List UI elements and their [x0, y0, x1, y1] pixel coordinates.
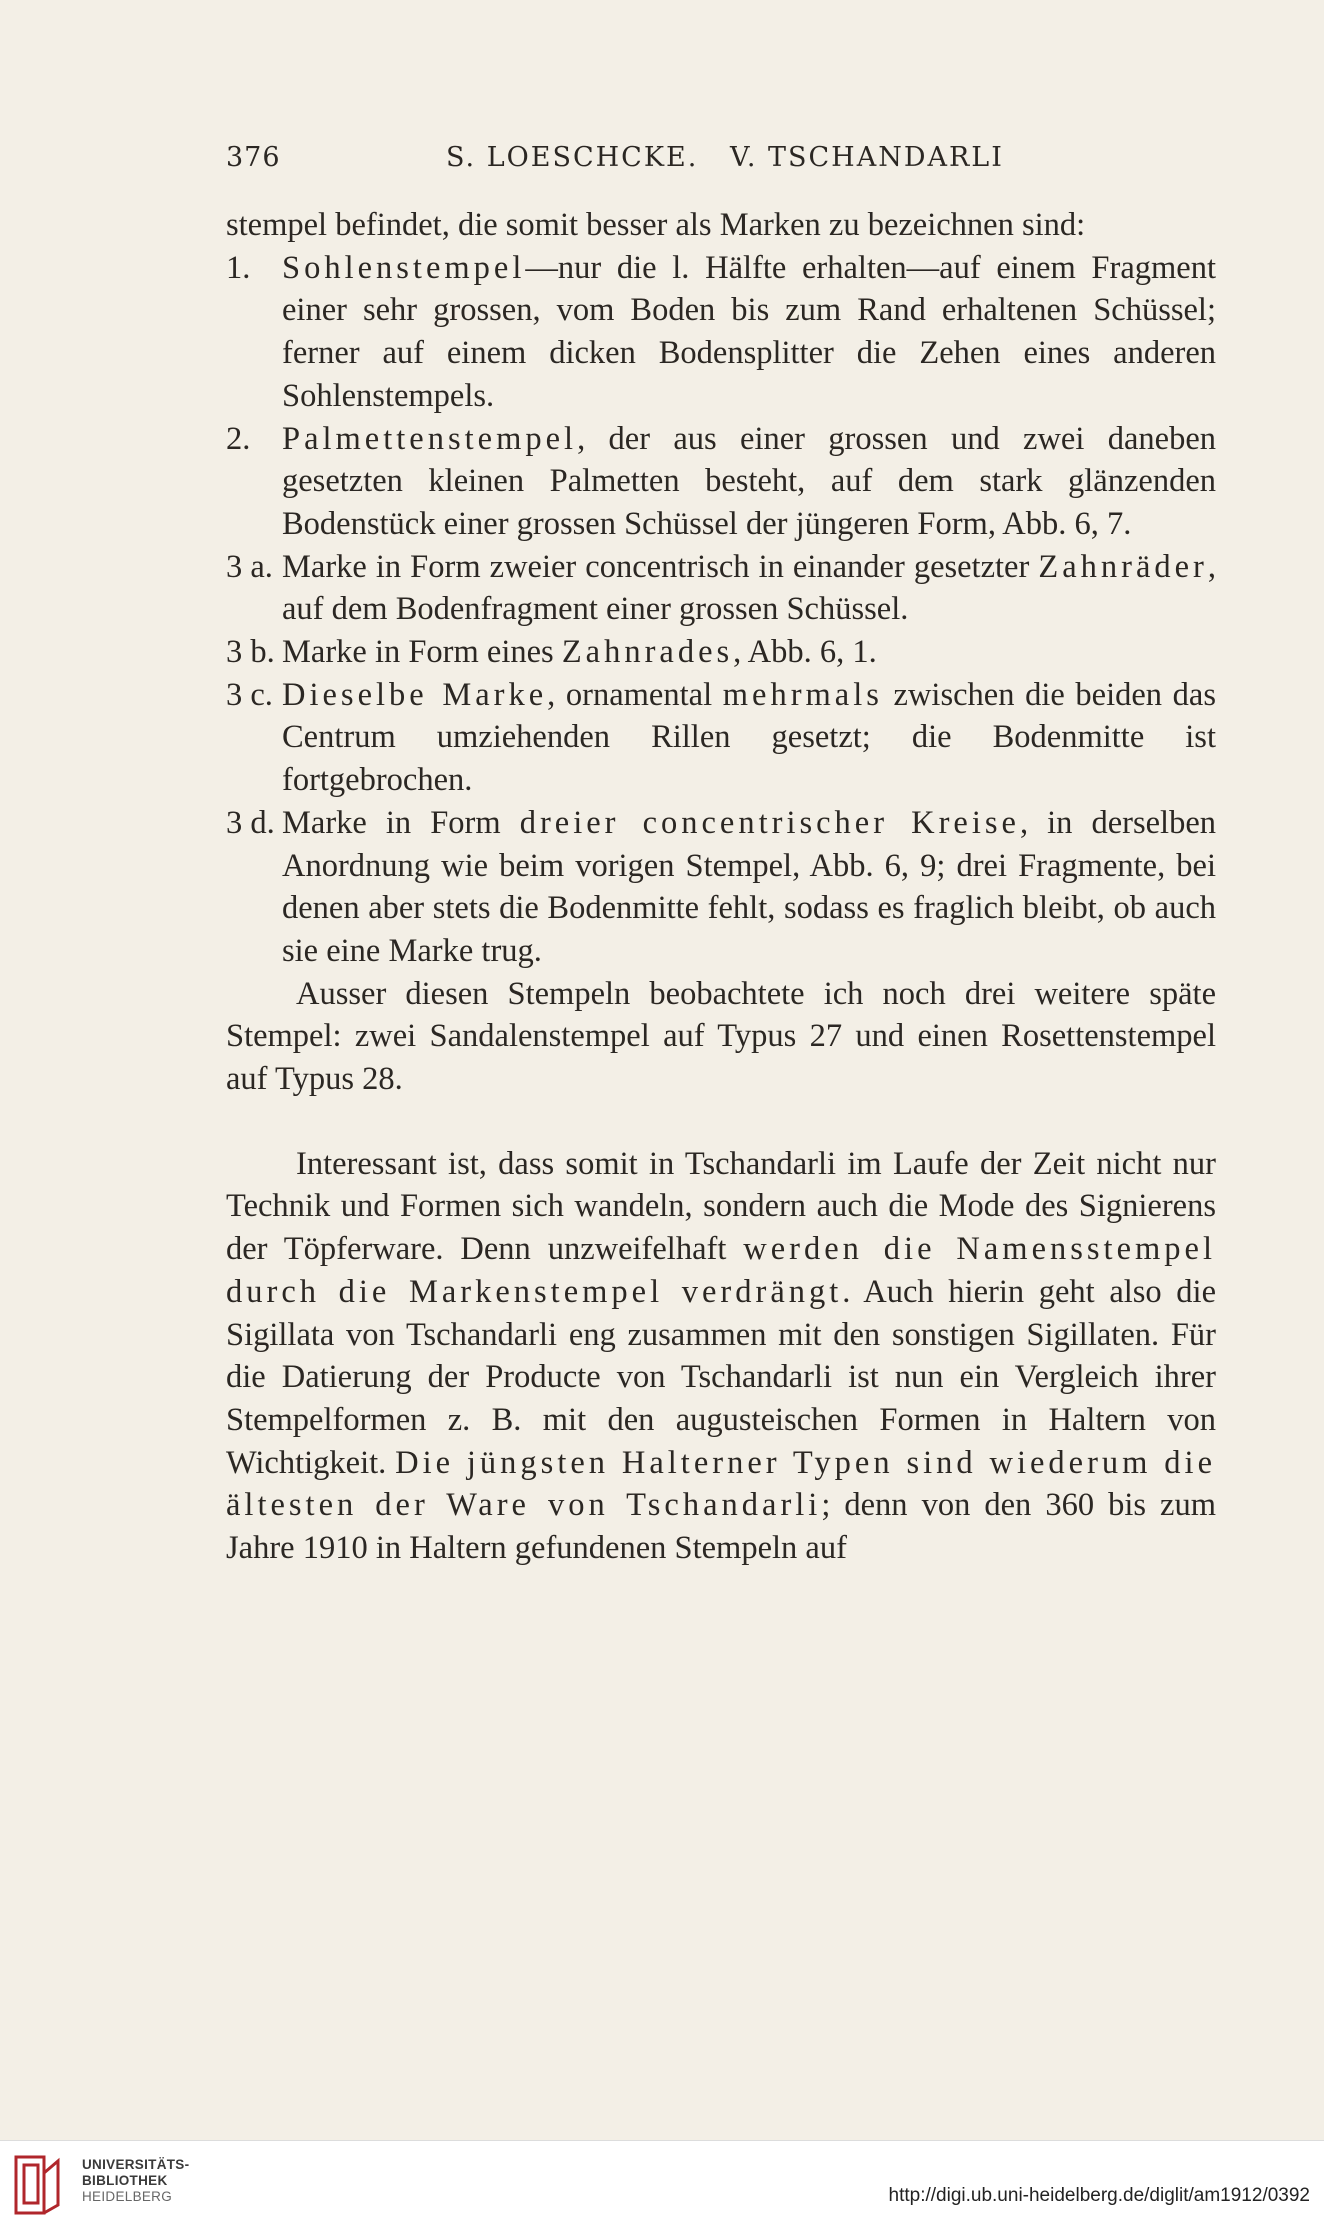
item-number: 1. [226, 249, 251, 286]
spaced-term: Palmettenstempel [282, 420, 578, 457]
spaced-term: Zahnrades [561, 634, 734, 671]
page-header [226, 142, 1216, 186]
library-name [82, 2157, 189, 2205]
list-item [226, 674, 1216, 802]
library-name-line: BIBLIOTHEK [82, 2173, 168, 2188]
spaced-term: Zahnräder [1038, 548, 1208, 585]
library-name-line: UNIVERSITÄTS- [82, 2157, 190, 2172]
spaced-phrase-2: Die jüngsten Halterner Typen sind wiederum die ältesten der Ware von Tschandarli [226, 1444, 1217, 1524]
spaced-phrase-1: werden die Namensstempel durch die Markenstempel verdrängt [226, 1231, 1216, 1310]
body-text [226, 204, 1216, 1570]
item-number: 3 a. [226, 548, 273, 585]
spaced-term: dreier concentrischer Kreise [519, 804, 1020, 841]
item-number: 3 c. [226, 676, 273, 713]
item-text-pre: Marke in Form eines [282, 634, 562, 671]
item-number: 2. [226, 420, 251, 457]
library-name-line: HEIDELBERG [82, 2189, 173, 2204]
spaced-term: Sohlenstempel [282, 249, 526, 286]
spaced-term: Dieselbe Marke [282, 676, 548, 713]
item-text-pre: Marke in Form [282, 804, 520, 841]
item-text: , in derselben Anordnung wie beim vorigen Stempel, Abb. 6, 9; drei Fragmente, bei denen aber stets die Bodenmitte fehlt, sodass es fraglich bleibt, ob auch sie eine Marke trug. [282, 804, 1216, 969]
item-text-mid: , ornamental [547, 676, 723, 713]
source-url-link[interactable]: http://digi.ub.uni-heidelberg.de/diglit/am1912/0392 [888, 2185, 1310, 2206]
library-logo-icon [14, 2153, 70, 2217]
spaced-term-2: mehrmals [722, 676, 883, 713]
para-text-e: ; denn von den 360 bis zum Jahre 1910 in Haltern gefundenen Stempeln auf [226, 1487, 1216, 1567]
list-item [226, 546, 1216, 631]
para-text-c: . Auch hierin geht also die Sigillata von Tschandarli eng zusammen mit den sonstigen Sigillaten. Für die Datierung der Producte von Tschandarli ist nun ein Vergleich ihrer Stempelformen z. B. mit den augusteischen Formen in Haltern von Wichtigkeit. [226, 1273, 1217, 1481]
list-item [226, 418, 1216, 546]
item-number: 3 d. [226, 804, 275, 841]
paragraph-after-list: Ausser diesen Stempeln beobachtete ich noch drei weitere späte Stempel: zwei Sandalenstempel auf Typus 27 und einen Rosettenstempel auf Typus 28. [226, 975, 1216, 1098]
digitization-footer [0, 2140, 1324, 2227]
item-text: —nur die l. Hälfte erhalten—auf einem Fragment einer sehr grossen, vom Boden bis zum Rand erhaltenen Schüssel; ferner auf einem dicken Bodensplitter die Zehen eines anderen Sohlenstempels. [282, 249, 1216, 414]
item-text: , auf dem Bodenfragment einer grossen Schüssel. [282, 548, 1216, 628]
item-text-pre: Marke in Form zweier concentrisch in einander gesetzter [282, 548, 1039, 585]
para-text-a: Interessant ist, dass somit in Tschandarli im Laufe der Zeit nicht nur Technik und Formen sich wandeln, sondern auch die Mode des Signierens der Töpferware. Denn unzweifelhaft [226, 1145, 1216, 1268]
intro-paragraph: stempel befindet, die somit besser als Marken zu bezeichnen sind: [226, 207, 1086, 243]
item-text: zwischen die beiden das Centrum umziehenden Rillen gesetzt; die Bodenmitte ist fortgebrochen. [282, 676, 1216, 799]
item-text: , der aus einer grossen und zwei daneben gesetzten kleinen Palmetten besteht, auf dem stark glänzenden Bodenstück einer grossen Schüssel der jüngeren Form, Abb. 6, 7. [282, 420, 1216, 542]
list-item [226, 247, 1216, 418]
item-number: 3 b. [226, 634, 275, 671]
paragraph-main [226, 1143, 1216, 1570]
page-number: 376 [226, 142, 281, 173]
list-item [226, 802, 1216, 973]
list-item [226, 631, 1216, 674]
running-title: S. LOESCHCKE. V. TSCHANDARLI [446, 142, 1004, 173]
paragraph-gap [226, 1101, 1216, 1143]
item-text: , Abb. 6, 1. [733, 634, 877, 671]
